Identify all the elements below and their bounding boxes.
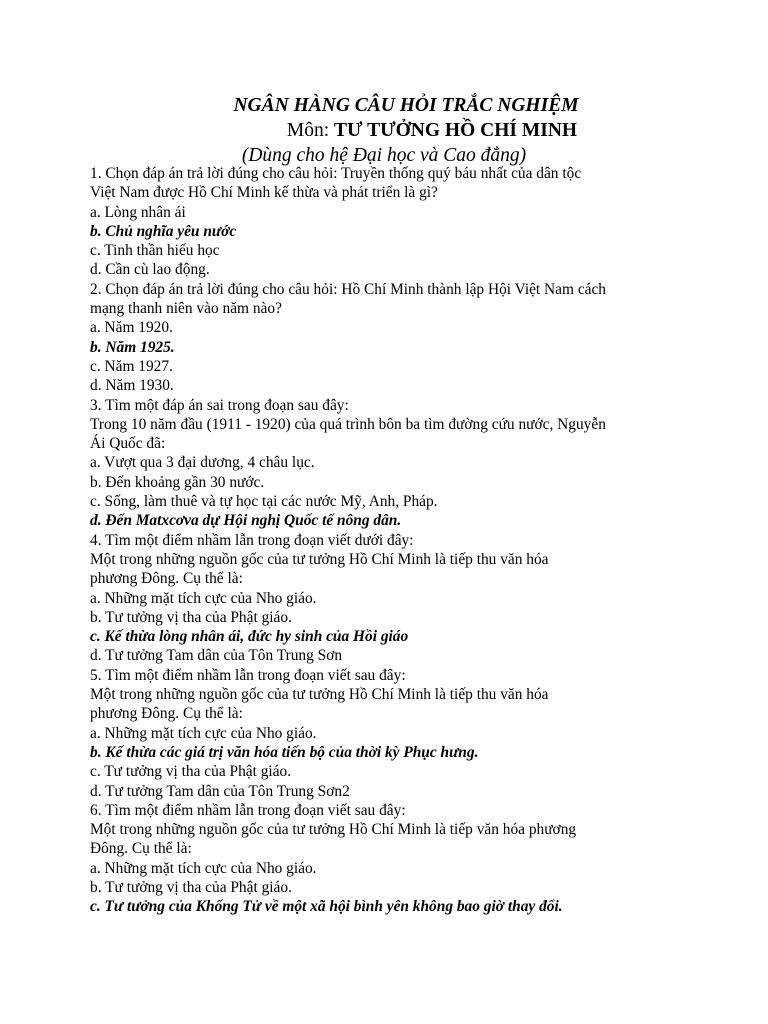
answer-option: a. Lòng nhân ái: [90, 203, 186, 221]
question-text: Việt Nam được Hồ Chí Minh kế thừa và phát triển là gì?: [90, 184, 438, 202]
question-text: Ái Quốc đã:: [90, 435, 166, 453]
question-block: [90, 280, 690, 396]
answer-option: b. Đến khoảng gần 30 nước.: [90, 473, 265, 491]
document-header: [0, 93, 768, 168]
question-text: 5. Tìm một điểm nhầm lẫn trong đoạn viết sau đây:: [90, 666, 406, 684]
question-block: [90, 396, 690, 531]
answer-option-correct: d. Đến Matxcơva dự Hội nghị Quốc tế nông dân.: [90, 512, 402, 530]
question-text: Một trong những nguồn gốc của tư tưởng Hồ Chí Minh là tiếp thu văn hóa: [90, 686, 549, 704]
question-text: Một trong những nguồn gốc của tư tưởng Hồ Chí Minh là tiếp thu văn hóa: [90, 550, 549, 568]
answer-option: a. Năm 1920.: [90, 319, 173, 337]
question-text: Trong 10 năm đầu (1911 - 1920) của quá trình bôn ba tìm đường cứu nước, Nguyễn: [90, 415, 606, 433]
subject-line: [0, 118, 768, 143]
question-block: [90, 531, 690, 666]
answer-option: d. Tư tưởng Tam dân của Tôn Trung Sơn: [90, 647, 343, 665]
audience-note: (Dùng cho hệ Đại học và Cao đẳng): [241, 145, 527, 166]
question-text: Một trong những nguồn gốc của tư tưởng Hồ Chí Minh là tiếp văn hóa phương: [90, 821, 577, 839]
question-text: 2. Chọn đáp án trả lời đúng cho câu hỏi: Hồ Chí Minh thành lập Hội Việt Nam cách: [90, 280, 607, 298]
answer-option-correct: b. Kế thừa các giá trị văn hóa tiến bộ của thời kỳ Phục hưng.: [90, 743, 479, 761]
question-list: [90, 164, 690, 917]
answer-option-correct: c. Kế thừa lòng nhân ái, đức hy sinh của Hồi giáo: [90, 628, 409, 646]
question-text: 6. Tìm một điểm nhầm lẫn trong đoạn viết sau đây:: [90, 801, 406, 819]
answer-option: c. Năm 1927.: [90, 357, 173, 375]
answer-option: b. Tư tưởng vị tha của Phật giáo.: [90, 878, 292, 896]
subject-prefix: Môn:: [286, 120, 335, 141]
answer-option: a. Những mặt tích cực của Nho giáo.: [90, 724, 317, 742]
answer-option: d. Cần cù lao động.: [90, 261, 210, 279]
answer-option-correct: b. Năm 1925.: [90, 338, 175, 356]
answer-option-correct: b. Chủ nghĩa yêu nước: [90, 222, 237, 240]
answer-option: a. Những mặt tích cực của Nho giáo.: [90, 589, 317, 607]
answer-option: c. Tư tưởng vị tha của Phật giáo.: [90, 763, 292, 781]
question-text: phương Đông. Cụ thể là:: [90, 570, 243, 588]
answer-option: a. Vượt qua 3 đại dương, 4 châu lục.: [90, 454, 315, 472]
answer-option: d. Tư tưởng Tam dân của Tôn Trung Sơn2: [90, 782, 350, 800]
answer-option: a. Những mặt tích cực của Nho giáo.: [90, 859, 317, 877]
document-title: NGÂN HÀNG CÂU HỎI TRẮC NGHIỆM: [233, 95, 579, 116]
question-block: [90, 164, 690, 280]
question-text: 4. Tìm một điểm nhầm lẫn trong đoạn viết dưới đây:: [90, 531, 414, 549]
question-text: phương Đông. Cụ thể là:: [90, 705, 243, 723]
answer-option: c. Sống, làm thuê và tự học tại các nước Mỹ, Anh, Pháp.: [90, 493, 438, 511]
question-block: [90, 666, 690, 801]
question-text: 1. Chọn đáp án trả lời đúng cho câu hỏi: Truyền thống quý báu nhất của dân tộc: [90, 165, 582, 182]
subject-name: TƯ TƯỞNG HỒ CHÍ MINH: [334, 120, 578, 141]
answer-option-correct: c. Tư tưởng của Khống Tử về một xã hội bình yên không bao giờ thay đổi.: [90, 898, 563, 916]
question-text: mạng thanh niên vào năm nào?: [90, 300, 282, 318]
question-text: Đông. Cụ thể là:: [90, 840, 192, 858]
answer-option: c. Tinh thần hiếu học: [90, 242, 220, 260]
question-text: 3. Tìm một đáp án sai trong đoạn sau đây:: [90, 396, 349, 414]
question-block: [90, 801, 690, 917]
answer-option: b. Tư tưởng vị tha của Phật giáo.: [90, 608, 292, 626]
answer-option: d. Năm 1930.: [90, 377, 174, 395]
